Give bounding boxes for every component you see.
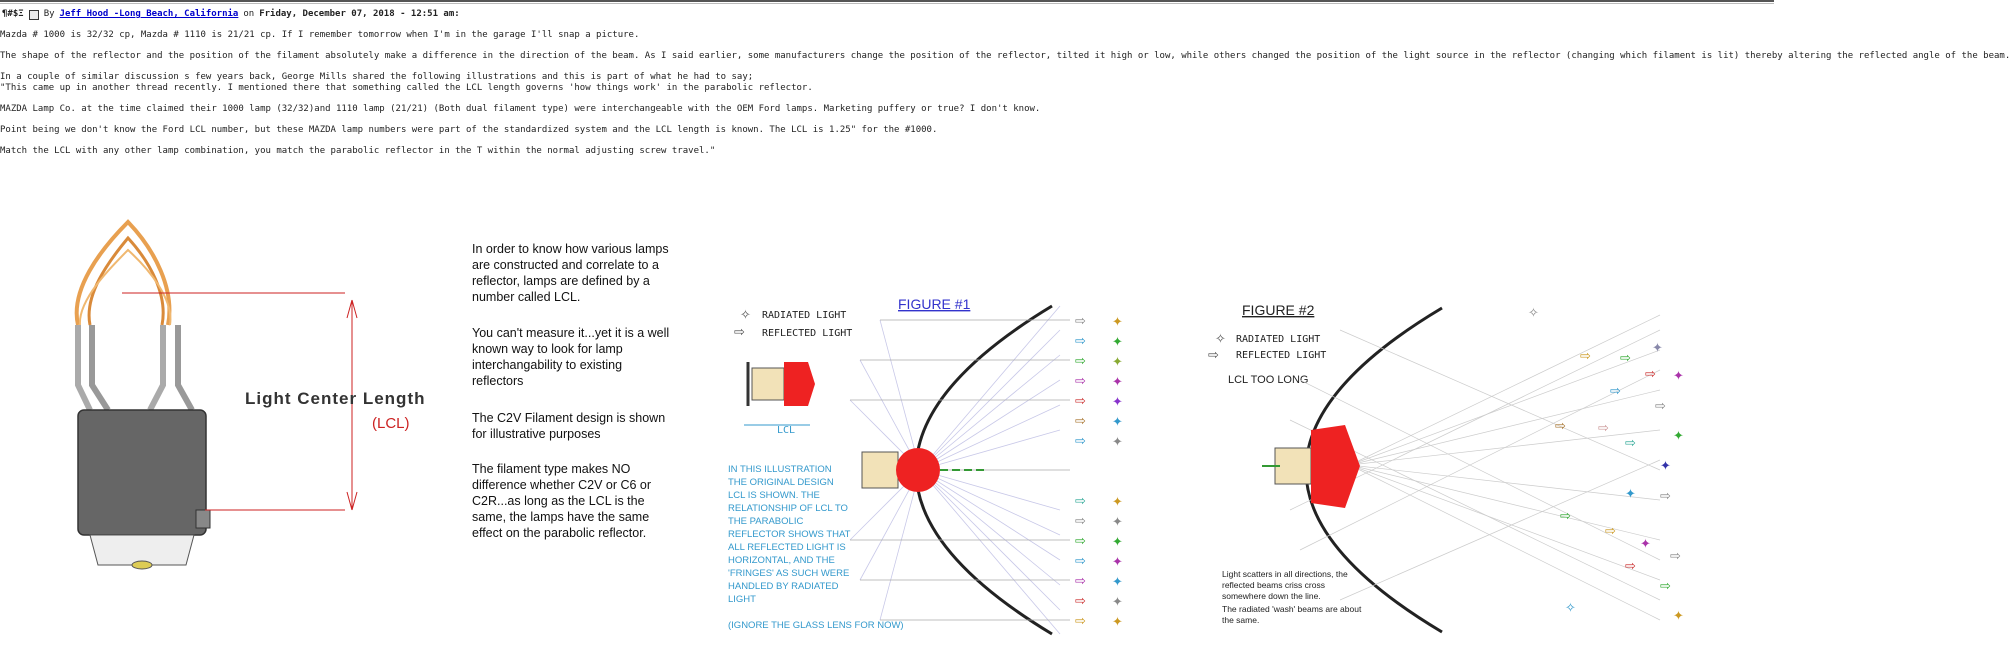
figure-1-note: (IGNORE THE GLASS LENS FOR NOW) bbox=[728, 620, 904, 631]
lead-wire bbox=[178, 325, 192, 410]
post-paragraph: MAZDA Lamp Co. at the time claimed their 1000 lamp (32/32)and 1110 lamp (21/21) (Both dual filament type) were interchangeable with the OEM Ford lamps. Marketing puffery or true? I don't know. bbox=[0, 104, 1041, 114]
svg-text:⇨: ⇨ bbox=[1075, 373, 1086, 388]
note-line: are constructed and correlate to a bbox=[472, 258, 659, 272]
svg-text:✦: ✦ bbox=[1112, 514, 1123, 529]
figure-2-arrows bbox=[1528, 305, 1684, 623]
svg-text:✦: ✦ bbox=[1673, 608, 1684, 623]
svg-text:⇨: ⇨ bbox=[1645, 366, 1656, 381]
figure-1-bulb bbox=[896, 448, 940, 492]
svg-text:✦: ✦ bbox=[1112, 314, 1123, 329]
svg-text:⇨: ⇨ bbox=[1625, 558, 1636, 573]
reflected-light-icon: ⇨ bbox=[1208, 347, 1219, 362]
radiated-light-icon: ✧ bbox=[740, 307, 751, 322]
figure-2 bbox=[1208, 302, 1684, 632]
lcl-title: Light Center Length bbox=[245, 389, 426, 408]
svg-text:⇨: ⇨ bbox=[1670, 548, 1681, 563]
svg-text:✦: ✦ bbox=[1652, 340, 1663, 355]
post-header bbox=[0, 9, 1774, 20]
note-line: interchangability to existing bbox=[472, 358, 623, 372]
figure-2-lamp-base bbox=[1275, 448, 1311, 484]
inset-lcl-label: LCL bbox=[777, 425, 796, 436]
svg-text:⇨: ⇨ bbox=[1598, 420, 1609, 435]
lcl-notes bbox=[472, 242, 669, 540]
figure-2-status: LCL TOO LONG bbox=[1228, 374, 1309, 386]
svg-text:⇨: ⇨ bbox=[1560, 508, 1571, 523]
svg-text:✦: ✦ bbox=[1112, 594, 1123, 609]
svg-text:✦: ✦ bbox=[1112, 354, 1123, 369]
post-paragraph: Point being we don't know the Ford LCL number, but these MAZDA lamp numbers were part of the standardized system and the LCL length is known. The LCL is 1.25" for the #1000. bbox=[0, 125, 938, 135]
svg-text:✦: ✦ bbox=[1673, 428, 1684, 443]
svg-text:⇨: ⇨ bbox=[1075, 533, 1086, 548]
svg-text:✦: ✦ bbox=[1112, 614, 1123, 629]
radiated-light-icon: ✧ bbox=[1215, 331, 1226, 346]
note-line: You can't measure it...yet it is a well bbox=[472, 326, 670, 340]
svg-text:⇨: ⇨ bbox=[1075, 433, 1086, 448]
svg-text:⇨: ⇨ bbox=[1075, 553, 1086, 568]
svg-text:reflected beams criss cross: reflected beams criss cross bbox=[1222, 580, 1325, 590]
svg-text:THE PARABOLIC: THE PARABOLIC bbox=[728, 516, 804, 527]
svg-text:✦: ✦ bbox=[1112, 414, 1123, 429]
svg-text:✦: ✦ bbox=[1625, 486, 1636, 501]
svg-text:✦: ✦ bbox=[1112, 334, 1123, 349]
svg-text:the same.: the same. bbox=[1222, 615, 1260, 625]
svg-text:⇨: ⇨ bbox=[1625, 435, 1636, 450]
svg-text:⇨: ⇨ bbox=[1075, 313, 1086, 328]
post-paragraph: Match the LCL with any other lamp combination, you match the parabolic reflector in the T within the normal adjusting screw travel." bbox=[0, 146, 716, 156]
bayonet-pin bbox=[196, 510, 210, 528]
reflected-light-icon: ⇨ bbox=[734, 324, 745, 339]
svg-text:✦: ✦ bbox=[1112, 534, 1123, 549]
svg-text:⇨: ⇨ bbox=[1075, 393, 1086, 408]
figure-1-title: FIGURE #1 bbox=[898, 296, 971, 312]
top-divider bbox=[0, 0, 1774, 4]
note-line: reflectors bbox=[472, 374, 524, 388]
by-label: By bbox=[43, 9, 55, 19]
note-line: reflector, lamps are defined by a bbox=[472, 274, 650, 288]
on-label: on bbox=[243, 9, 255, 19]
figure-1-caption bbox=[728, 464, 904, 631]
legend-radiated: RADIATED LIGHT bbox=[762, 310, 847, 321]
note-line: known way to look for lamp bbox=[472, 342, 623, 356]
svg-text:✦: ✦ bbox=[1112, 554, 1123, 569]
svg-text:✦: ✦ bbox=[1640, 536, 1651, 551]
svg-text:'FRINGES' AS SUCH WERE: 'FRINGES' AS SUCH WERE bbox=[728, 568, 850, 579]
lcl-illustration bbox=[0, 188, 1774, 649]
post-paragraph: "This came up in another thread recently. I mentioned there that something called the LCL length governs 'how things work' in the parabolic reflector. bbox=[0, 83, 813, 93]
svg-text:THE ORIGINAL DESIGN: THE ORIGINAL DESIGN bbox=[728, 477, 834, 488]
svg-text:✦: ✦ bbox=[1660, 458, 1671, 473]
svg-text:IN THIS ILLUSTRATION: IN THIS ILLUSTRATION bbox=[728, 464, 832, 475]
legend-reflected: REFLECTED LIGHT bbox=[762, 328, 853, 339]
lamp-base bbox=[78, 410, 206, 535]
figure-2-caption bbox=[1222, 569, 1362, 625]
svg-text:✧: ✧ bbox=[1528, 305, 1539, 320]
svg-text:⇨: ⇨ bbox=[1555, 418, 1566, 433]
figure-1-lamp-base bbox=[862, 452, 898, 488]
svg-text:⇨: ⇨ bbox=[1075, 333, 1086, 348]
svg-text:⇨: ⇨ bbox=[1075, 413, 1086, 428]
svg-text:Light scatters in all directio: Light scatters in all directions, the bbox=[1222, 569, 1348, 579]
inset-bulb bbox=[784, 362, 815, 406]
svg-text:⇨: ⇨ bbox=[1655, 398, 1666, 413]
forum-post bbox=[0, 9, 2010, 157]
svg-text:⇨: ⇨ bbox=[1075, 573, 1086, 588]
svg-text:⇨: ⇨ bbox=[1620, 350, 1631, 365]
svg-text:⇨: ⇨ bbox=[1075, 513, 1086, 528]
note-line: same, the lamps have the same bbox=[472, 510, 650, 524]
note-line: In order to know how various lamps bbox=[472, 242, 669, 256]
svg-text:⇨: ⇨ bbox=[1075, 613, 1086, 628]
note-line: The filament type makes NO bbox=[472, 462, 631, 476]
figure-2-bulb bbox=[1311, 425, 1360, 508]
illustration-canvas bbox=[0, 188, 1774, 649]
svg-text:⇨: ⇨ bbox=[1660, 488, 1671, 503]
lcl-abbrev: (LCL) bbox=[372, 415, 410, 432]
message-icon[interactable] bbox=[29, 10, 39, 20]
lead-wire bbox=[78, 325, 90, 410]
svg-text:✦: ✦ bbox=[1112, 394, 1123, 409]
author-link[interactable]: Jeff Hood -Long Beach, California bbox=[59, 9, 239, 19]
figure-2-title: FIGURE #2 bbox=[1242, 302, 1315, 318]
svg-text:somewhere down the line.: somewhere down the line. bbox=[1222, 591, 1321, 601]
note-line: difference whether C2V or C6 or bbox=[472, 478, 652, 492]
svg-text:HANDLED BY RADIATED: HANDLED BY RADIATED bbox=[728, 581, 839, 592]
lead-wire bbox=[150, 325, 163, 410]
post-date: Friday, December 07, 2018 - 12:51 am: bbox=[259, 9, 460, 19]
svg-text:✦: ✦ bbox=[1673, 368, 1684, 383]
note-line: number called LCL. bbox=[472, 290, 581, 304]
legend-reflected: REFLECTED LIGHT bbox=[1236, 350, 1327, 361]
svg-text:LCL IS SHOWN. THE: LCL IS SHOWN. THE bbox=[728, 490, 820, 501]
post-paragraph: The shape of the reflector and the position of the filament absolutely make a difference in the direction of the beam. As I said earlier, some manufacturers change the position of the reflector, tilted it high or low, while others changed the position of the light source in the reflector (changing which filament is lit) thereby altering the reflected angle of the beam. bbox=[0, 51, 2010, 61]
note-line: C2R...as long as the LCL is the bbox=[472, 494, 645, 508]
note-line: The C2V Filament design is shown bbox=[472, 411, 666, 425]
svg-text:⇨: ⇨ bbox=[1660, 578, 1671, 593]
svg-text:REFLECTOR SHOWS THAT: REFLECTOR SHOWS THAT bbox=[728, 529, 851, 540]
figure-1-arrows bbox=[1075, 313, 1123, 629]
figure-1 bbox=[728, 296, 1123, 634]
note-line: effect on the parabolic reflector. bbox=[472, 526, 647, 540]
svg-text:HORIZONTAL, AND THE: HORIZONTAL, AND THE bbox=[728, 555, 835, 566]
note-line: for illustrative purposes bbox=[472, 427, 601, 441]
svg-text:RELATIONSHIP OF LCL TO: RELATIONSHIP OF LCL TO bbox=[728, 503, 848, 514]
svg-text:⇨: ⇨ bbox=[1580, 348, 1591, 363]
svg-text:⇨: ⇨ bbox=[1075, 493, 1086, 508]
svg-text:⇨: ⇨ bbox=[1605, 523, 1616, 538]
svg-text:The radiated 'wash' beams are: The radiated 'wash' beams are about bbox=[1222, 604, 1362, 614]
svg-text:ALL REFLECTED LIGHT IS: ALL REFLECTED LIGHT IS bbox=[728, 542, 846, 553]
svg-text:✦: ✦ bbox=[1112, 434, 1123, 449]
base-contact bbox=[132, 561, 152, 569]
post-paragraph: Mazda # 1000 is 32/32 cp, Mazda # 1110 is 21/21 cp. If I remember tomorrow when I'm in the garage I'll snap a picture. bbox=[0, 30, 640, 40]
inset-lamp-base bbox=[752, 368, 784, 400]
lead-wire bbox=[92, 325, 108, 410]
svg-text:✦: ✦ bbox=[1112, 374, 1123, 389]
svg-text:✦: ✦ bbox=[1112, 494, 1123, 509]
post-flag: ¶#$Ξ bbox=[2, 9, 24, 19]
legend-radiated: RADIATED LIGHT bbox=[1236, 334, 1321, 345]
svg-text:✧: ✧ bbox=[1565, 600, 1576, 615]
svg-text:✦: ✦ bbox=[1112, 574, 1123, 589]
svg-text:⇨: ⇨ bbox=[1075, 353, 1086, 368]
lamp-drawing bbox=[77, 222, 426, 569]
svg-text:⇨: ⇨ bbox=[1610, 383, 1621, 398]
svg-text:LIGHT: LIGHT bbox=[728, 594, 756, 605]
svg-text:⇨: ⇨ bbox=[1075, 593, 1086, 608]
post-paragraph: In a couple of similar discussion s few years back, George Mills shared the following illustrations and this is part of what he had to say; bbox=[0, 72, 754, 82]
